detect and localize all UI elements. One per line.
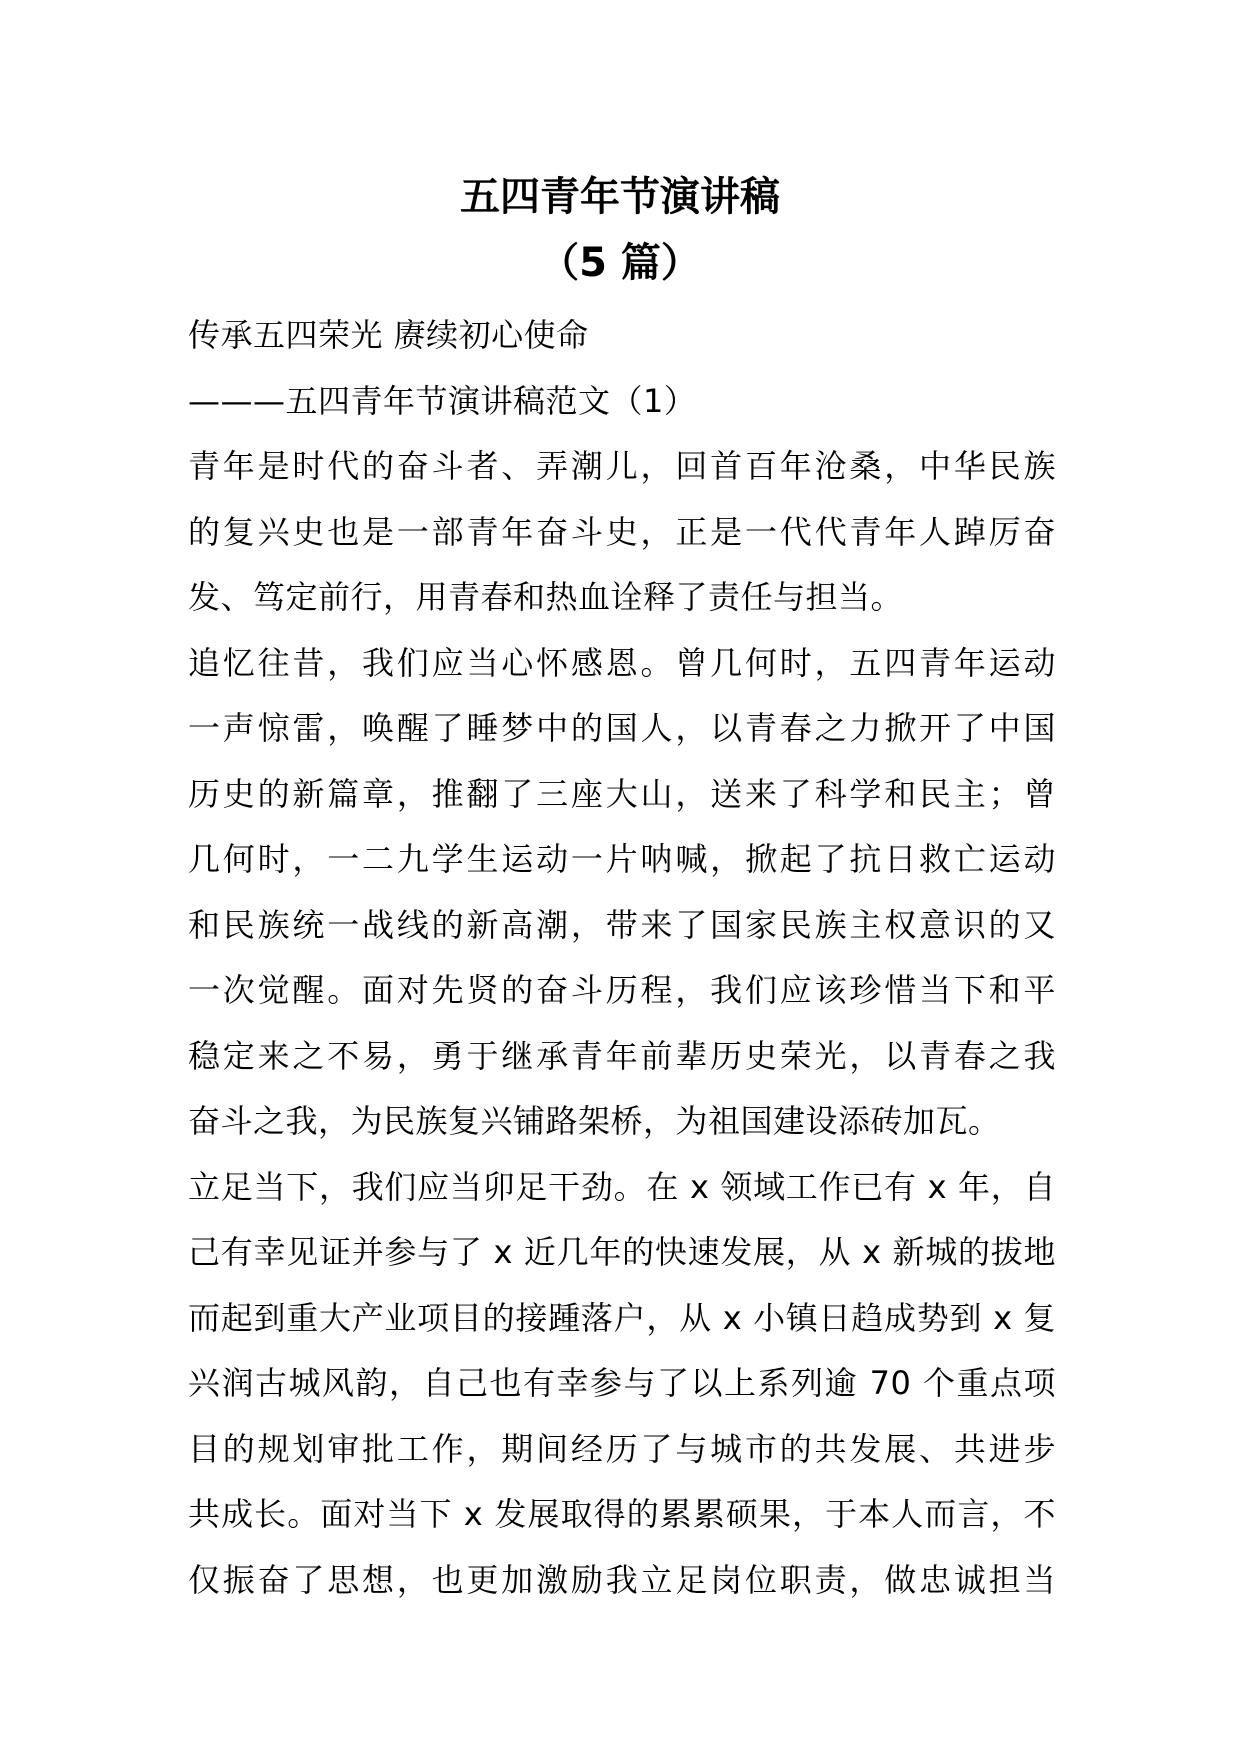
text-line: 历史的新篇章，推翻了三座大山，送来了科学和民主；曾 bbox=[188, 774, 1056, 813]
text-line: 追忆往昔，我们应当心怀感恩。曾几何时，五四青年运动 bbox=[188, 643, 1056, 682]
text-line: 而起到重大产业项目的接踵落户，从 x 小镇日趋成势到 x 复 bbox=[188, 1298, 1056, 1337]
text-line: 仅振奋了思想，也更加激励我立足岗位职责，做忠诚担当 bbox=[188, 1560, 1056, 1599]
text-line: 稳定来之不易，勇于继承青年前辈历史荣光，以青春之我 bbox=[188, 1036, 1056, 1075]
text-line: 目的规划审批工作，期间经历了与城市的共发展、共进步 bbox=[188, 1429, 1056, 1468]
text-line: 一次觉醒。面对先贤的奋斗历程，我们应该珍惜当下和平 bbox=[188, 971, 1056, 1009]
text-line: 几何时，一二九学生运动一片呐喊，掀起了抗日救亡运动 bbox=[188, 840, 1056, 878]
document-body bbox=[188, 303, 1056, 1613]
text-line: 兴润古城风韵，自己也有幸参与了以上系列逾 70 个重点项 bbox=[188, 1364, 1056, 1402]
text-line: 共成长。面对当下 x 发展取得的累累硕果，于本人而言，不 bbox=[188, 1495, 1056, 1533]
text-line: 发、笃定前行，用青春和热血诠释了责任与担当。 bbox=[188, 578, 904, 616]
document-title: 五四青年节演讲稿 bbox=[460, 174, 780, 220]
text-line: 青年是时代的奋斗者、弄潮儿，回首百年沧桑，中华民族 bbox=[188, 447, 1056, 485]
text-line: 的复兴史也是一部青年奋斗史，正是一代代青年人踔厉奋 bbox=[188, 512, 1056, 551]
text-line: ———五四青年节演讲稿范文（1） bbox=[188, 381, 697, 420]
document-subtitle: （5 篇） bbox=[539, 240, 701, 286]
text-line: 立足当下，我们应当卯足干劲。在 x 领域工作已有 x 年，自 bbox=[188, 1167, 1056, 1206]
text-line: 传承五四荣光 赓续初心使命 bbox=[188, 316, 589, 354]
text-line: 和民族统一战线的新高潮，带来了国家民族主权意识的又 bbox=[188, 905, 1056, 944]
text-line: 一声惊雷，唤醒了睡梦中的国人，以青春之力掀开了中国 bbox=[188, 709, 1056, 747]
text-line: 奋斗之我，为民族复兴铺路架桥，为祖国建设添砖加瓦。 bbox=[188, 1102, 1001, 1140]
text-line: 己有幸见证并参与了 x 近几年的快速发展，从 x 新城的拔地 bbox=[188, 1233, 1056, 1271]
